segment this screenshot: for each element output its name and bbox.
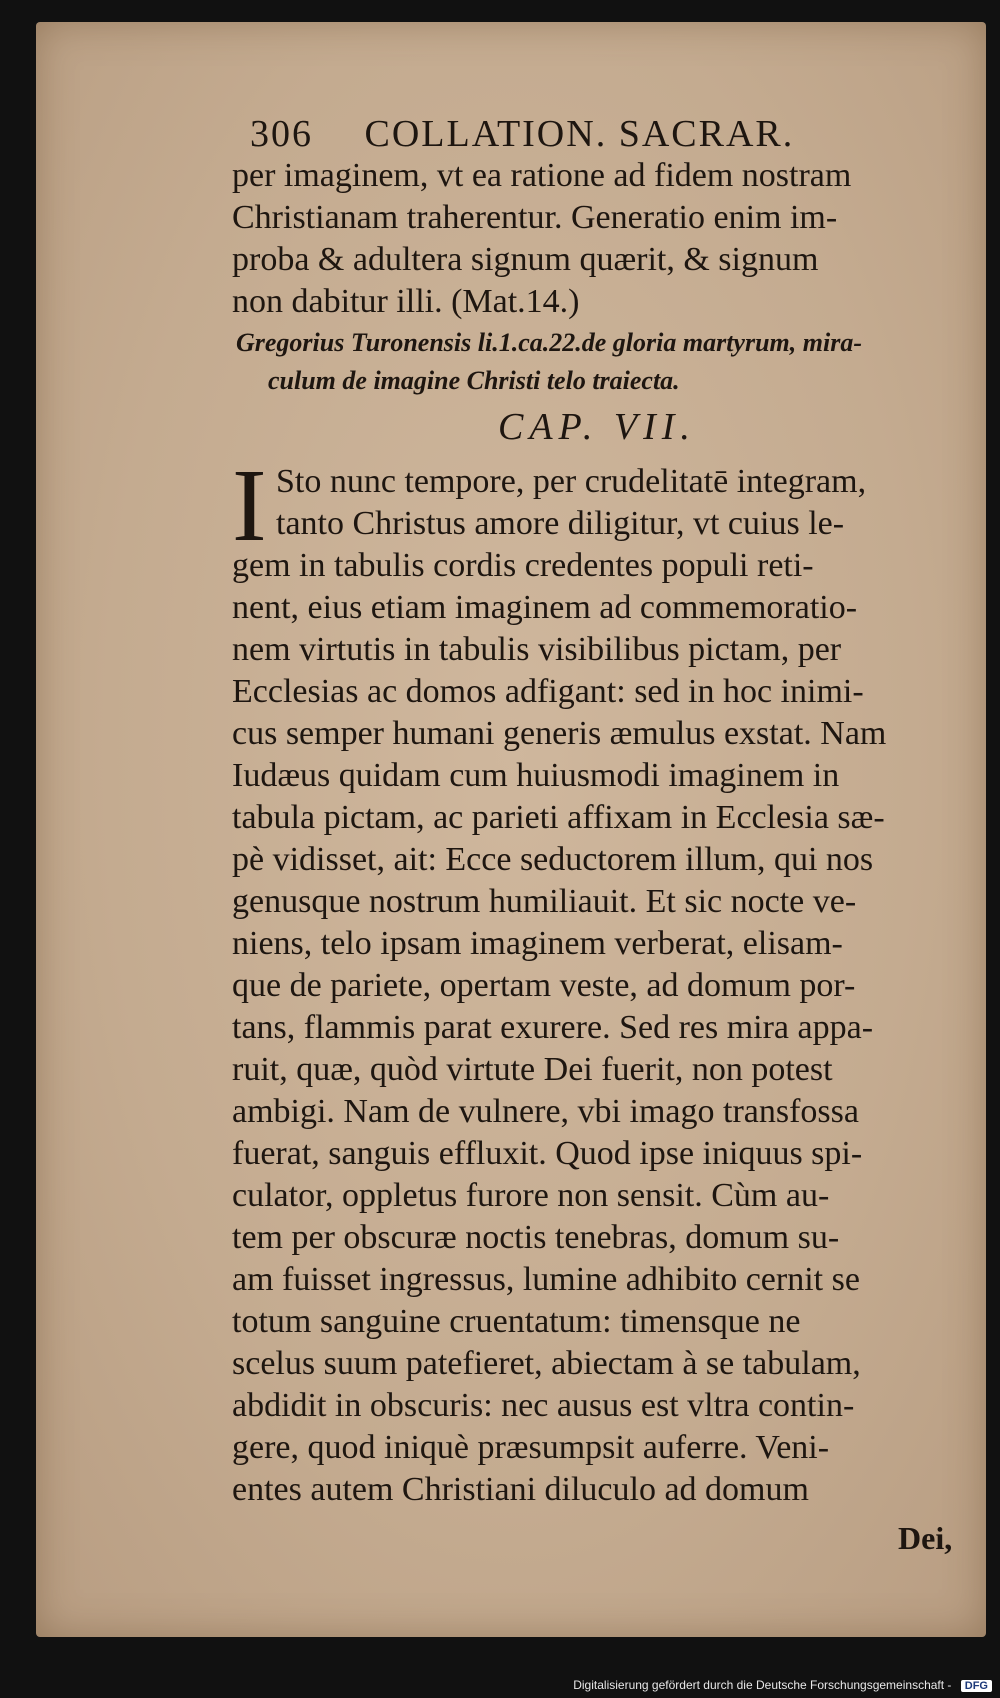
text-line: proba & adultera signum quærit, & signum xyxy=(232,241,819,278)
text-line: pè vidisset, ait: Ecce seductorem illum, qui nos xyxy=(232,841,874,878)
text-line: Christianam traherentur. Generatio enim im- xyxy=(232,199,838,236)
text-line: abdidit in obscuris: nec ausus est vltra contin- xyxy=(232,1387,855,1424)
text-line: gem in tabulis cordis credentes populi reti- xyxy=(232,547,814,584)
text-line: tabula pictam, ac parieti affixam in Ecclesia sæ- xyxy=(232,799,885,836)
text-line: genusque nostrum humiliauit. Et sic nocte ve- xyxy=(232,883,857,920)
text-line: entes autem Christiani diluculo ad domum xyxy=(232,1471,809,1508)
text-line: scelus suum patefieret, abiectam à se tabulam, xyxy=(232,1345,861,1382)
source-note-line: culum de imagine Christi telo traiecta. xyxy=(268,366,680,395)
text-line: totum sanguine cruentatum: timensque ne xyxy=(232,1303,801,1340)
dfg-logo: DFG xyxy=(961,1680,992,1692)
text-line: niens, telo ipsam imaginem verberat, elisam- xyxy=(232,925,843,962)
catchword: Dei, xyxy=(898,1520,953,1556)
text-line: tanto Christus amore diligitur, vt cuius le- xyxy=(276,505,845,542)
digitization-credit xyxy=(573,1678,992,1692)
page-number: 306 xyxy=(250,113,313,155)
text-line: nent, eius etiam imaginem ad commemoratio- xyxy=(232,589,858,626)
running-title: COLLATION. SACRAR. xyxy=(364,113,795,155)
text-line: tans, flammis parat exurere. Sed res mira appa- xyxy=(232,1009,874,1046)
text-line: ruit, quæ, quòd virtute Dei fuerit, non potest xyxy=(232,1051,833,1088)
text-line: fuerat, sanguis effluxit. Quod ipse iniquus spi- xyxy=(232,1135,863,1172)
text-line: nem virtutis in tabulis visibilibus pictam, per xyxy=(232,631,842,668)
text-line: que de pariete, opertam veste, ad domum por- xyxy=(232,967,856,1004)
credit-text: Digitalisierung gefördert durch die Deutsche Forschungsgemeinschaft - xyxy=(573,1678,952,1692)
text-line: tem per obscuræ noctis tenebras, domum su- xyxy=(232,1219,840,1256)
text-line: per imaginem, vt ea ratione ad fidem nostram xyxy=(232,157,852,194)
text-line: cus semper humani generis æmulus exstat. Nam xyxy=(232,715,887,752)
drop-cap: I xyxy=(232,448,267,563)
text-line: culator, oppletus furore non sensit. Cùm au- xyxy=(232,1177,830,1214)
text-line: Ecclesias ac domos adfigant: sed in hoc inimi- xyxy=(232,673,864,710)
text-line: non dabitur illi. (Mat.14.) xyxy=(232,283,580,320)
running-header xyxy=(250,112,970,156)
source-note-line: Gregorius Turonensis li.1.ca.22.de gloria martyrum, mira- xyxy=(236,328,862,357)
text-line: ambigi. Nam de vulnere, vbi imago transfossa xyxy=(232,1093,859,1130)
text-line: am fuisset ingressus, lumine adhibito cernit se xyxy=(232,1261,860,1298)
chapter-heading: CAP. VII. xyxy=(498,406,696,448)
text-line: Iudæus quidam cum huiusmodi imaginem in xyxy=(232,757,840,794)
text-line: Sto nunc tempore, per crudelitatē integram, xyxy=(276,463,867,500)
text-line: gere, quod iniquè præsumpsit auferre. Veni- xyxy=(232,1429,830,1466)
